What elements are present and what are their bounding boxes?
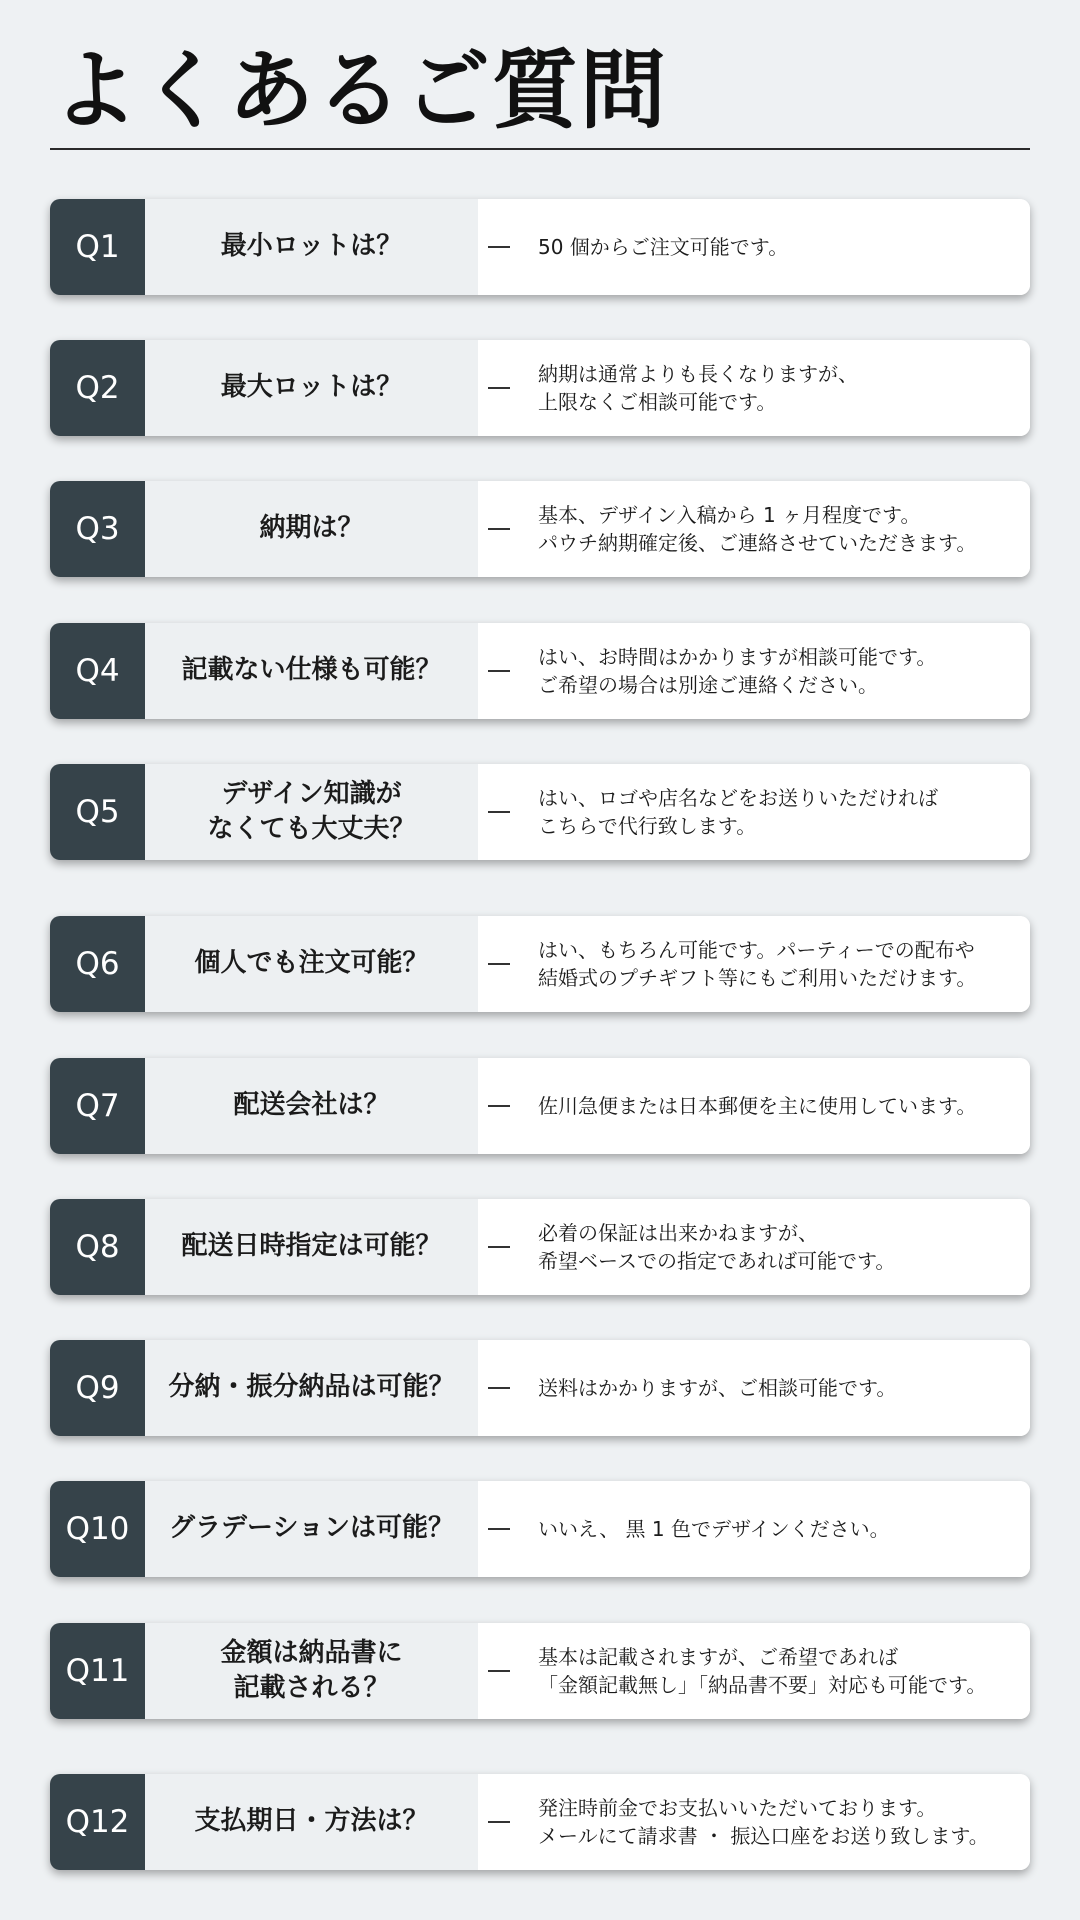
answer-text: 50 個からご注文可能です。 (538, 235, 789, 259)
answer-block (478, 623, 1030, 719)
dash-icon (488, 670, 510, 672)
question-number: Q9 (50, 1340, 145, 1436)
faq-item-9 (50, 1340, 1030, 1436)
faq-item-7 (50, 1058, 1030, 1154)
question-number: Q8 (50, 1199, 145, 1295)
faq-item-6 (50, 916, 1030, 1012)
dash-icon (488, 1387, 510, 1389)
faq-item-11 (50, 1623, 1030, 1719)
dash-icon (488, 811, 510, 813)
answer-block (478, 340, 1030, 436)
faq-item-10 (50, 1481, 1030, 1577)
question-text: 配送会社は？ (145, 1058, 478, 1154)
faq-item-12 (50, 1774, 1030, 1870)
question-number: Q12 (50, 1774, 145, 1870)
dash-icon (488, 963, 510, 965)
answer-block (478, 1058, 1030, 1154)
question-text: 支払期日・方法は？ (145, 1774, 478, 1870)
answer-block (478, 1340, 1030, 1436)
faq-item-8 (50, 1199, 1030, 1295)
question-text: 配送日時指定は可能？ (145, 1199, 478, 1295)
question-text: 最大ロットは？ (145, 340, 478, 436)
answer-text: 送料はかかりますが、ご相談可能です。 (538, 1376, 897, 1400)
title-divider (50, 148, 1030, 150)
answer-block (478, 916, 1030, 1012)
question-number: Q2 (50, 340, 145, 436)
dash-icon (488, 246, 510, 248)
answer-text: はい、お時間はかかりますが相談可能です。 ご希望の場合は別途ご連絡ください。 (538, 645, 937, 697)
dash-icon (488, 1528, 510, 1530)
question-text: 記載ない仕様も可能？ (145, 623, 478, 719)
faq-item-3 (50, 481, 1030, 577)
answer-text: はい、もちろん可能です。パーティーでの配布や 結婚式のプチギフト等にもご利用いただけます。 (538, 938, 977, 990)
answer-text: いいえ、 黒 1 色でデザインください。 (538, 1517, 890, 1541)
question-text: 最小ロットは？ (145, 199, 478, 295)
answer-block (478, 481, 1030, 577)
dash-icon (488, 528, 510, 530)
dash-icon (488, 1246, 510, 1248)
faq-item-4 (50, 623, 1030, 719)
question-number: Q11 (50, 1623, 145, 1719)
question-number: Q4 (50, 623, 145, 719)
answer-text: 納期は通常よりも長くなりますが、 上限なくご相談可能です。 (538, 362, 858, 414)
answer-block (478, 1199, 1030, 1295)
question-text: グラデーションは可能？ (145, 1481, 478, 1577)
question-text: 個人でも注文可能？ (145, 916, 478, 1012)
answer-text: 必着の保証は出来かねますが、 希望ベースでの指定であれば可能です。 (538, 1221, 896, 1273)
dash-icon (488, 1821, 510, 1823)
question-number: Q10 (50, 1481, 145, 1577)
question-text: デザイン知識が なくても大丈夫？ (145, 764, 478, 860)
dash-icon (488, 387, 510, 389)
page-title: よくあるご質問 (52, 41, 668, 141)
answer-text: 基本、デザイン入稿から 1 ヶ月程度です。 パウチ納期確定後、ご連絡させていただきます。 (538, 503, 977, 555)
question-text: 分納・振分納品は可能？ (145, 1340, 478, 1436)
dash-icon (488, 1105, 510, 1107)
answer-block (478, 764, 1030, 860)
answer-block (478, 1481, 1030, 1577)
answer-text: はい、ロゴや店名などをお送りいただければ こちらで代行致します。 (538, 786, 938, 838)
answer-text: 基本は記載されますが、ご希望であれば 「金額記載無し」「納品書不要」対応も可能です。 (538, 1645, 987, 1697)
answer-text: 発注時前金でお支払いいただいております。 メールにて請求書 ・ 振込口座をお送り致します。 (538, 1796, 989, 1848)
question-number: Q3 (50, 481, 145, 577)
question-number: Q6 (50, 916, 145, 1012)
answer-text: 佐川急便または日本郵便を主に使用しています。 (538, 1094, 977, 1118)
question-text: 金額は納品書に 記載される？ (145, 1623, 478, 1719)
answer-block (478, 1623, 1030, 1719)
question-number: Q7 (50, 1058, 145, 1154)
faq-item-1 (50, 199, 1030, 295)
dash-icon (488, 1670, 510, 1672)
question-number: Q5 (50, 764, 145, 860)
answer-block (478, 199, 1030, 295)
question-number: Q1 (50, 199, 145, 295)
faq-item-5 (50, 764, 1030, 860)
faq-item-2 (50, 340, 1030, 436)
question-text: 納期は？ (145, 481, 478, 577)
answer-block (478, 1774, 1030, 1870)
